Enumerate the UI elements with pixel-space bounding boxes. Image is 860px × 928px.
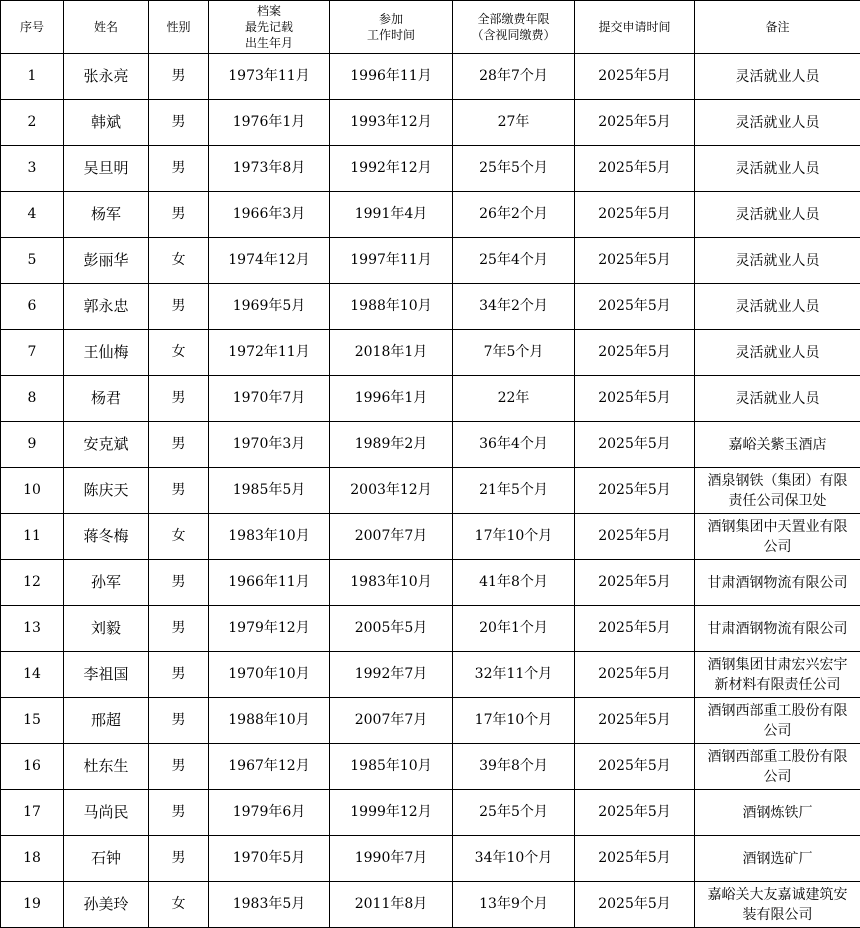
cell-seq: 13 [1, 606, 64, 652]
cell-submit: 2025年5月 [575, 790, 695, 836]
cell-remark [695, 54, 860, 100]
cell-submit: 2025年5月 [575, 468, 695, 514]
cell-gender: 男 [149, 192, 209, 238]
cell-submit: 2025年5月 [575, 698, 695, 744]
table-row [1, 560, 860, 606]
table-row [1, 192, 860, 238]
cell-submit: 2025年5月 [575, 560, 695, 606]
header-remark: 备注 [695, 1, 860, 54]
table-row [1, 146, 860, 192]
cell-work-start: 1985年10月 [330, 744, 453, 790]
table-row [1, 698, 860, 744]
cell-birth: 1976年1月 [209, 100, 330, 146]
table-row [1, 836, 860, 882]
cell-seq: 9 [1, 422, 64, 468]
cell-remark-line: 装有限公司 [742, 906, 813, 923]
cell-years: 7年5个月 [453, 330, 575, 376]
table-row [1, 284, 860, 330]
cell-years: 13年9个月 [453, 882, 575, 928]
cell-years: 25年4个月 [453, 238, 575, 284]
cell-name: 孙军 [64, 560, 149, 606]
cell-gender: 男 [149, 54, 209, 100]
cell-remark [695, 330, 860, 376]
cell-work-start: 2007年7月 [330, 698, 453, 744]
cell-gender: 男 [149, 790, 209, 836]
cell-birth: 1974年12月 [209, 238, 330, 284]
header-name: 姓名 [64, 1, 149, 54]
cell-remark [695, 560, 860, 606]
cell-work-start: 2005年5月 [330, 606, 453, 652]
header-birth-line: 出生年月 [244, 36, 293, 50]
cell-seq: 18 [1, 836, 64, 882]
table-row [1, 514, 860, 560]
cell-years: 25年5个月 [453, 790, 575, 836]
cell-remark-line: 酒钢集团中天置业有限 [707, 518, 848, 535]
table-header [1, 1, 860, 54]
cell-name: 马尚民 [64, 790, 149, 836]
cell-remark [695, 192, 860, 238]
cell-gender: 男 [149, 376, 209, 422]
cell-remark-line: 灵活就业人员 [735, 390, 820, 407]
cell-remark-line: 灵活就业人员 [735, 252, 820, 269]
table-body [1, 54, 860, 928]
cell-remark-line: 灵活就业人员 [735, 344, 820, 361]
cell-remark-line: 公司 [763, 722, 792, 739]
cell-gender: 男 [149, 652, 209, 698]
cell-seq: 14 [1, 652, 64, 698]
cell-submit: 2025年5月 [575, 330, 695, 376]
cell-gender: 女 [149, 330, 209, 376]
cell-seq: 17 [1, 790, 64, 836]
cell-submit: 2025年5月 [575, 606, 695, 652]
cell-gender: 男 [149, 744, 209, 790]
cell-seq: 11 [1, 514, 64, 560]
header-years-line: （含视同缴费） [471, 28, 556, 42]
cell-seq: 10 [1, 468, 64, 514]
cell-birth: 1970年7月 [209, 376, 330, 422]
cell-work-start: 2018年1月 [330, 330, 453, 376]
cell-submit: 2025年5月 [575, 146, 695, 192]
cell-gender: 男 [149, 606, 209, 652]
cell-submit: 2025年5月 [575, 882, 695, 928]
cell-years: 20年1个月 [453, 606, 575, 652]
cell-years: 26年2个月 [453, 192, 575, 238]
cell-remark [695, 698, 860, 744]
cell-years: 17年10个月 [453, 698, 575, 744]
cell-work-start: 2007年7月 [330, 514, 453, 560]
cell-remark-line: 酒钢西部重工股份有限 [707, 748, 848, 765]
cell-remark-line: 灵活就业人员 [735, 206, 820, 223]
cell-years: 17年10个月 [453, 514, 575, 560]
cell-birth: 1970年3月 [209, 422, 330, 468]
table-row [1, 54, 860, 100]
cell-remark [695, 790, 860, 836]
cell-submit: 2025年5月 [575, 376, 695, 422]
table-row [1, 100, 860, 146]
cell-work-start: 1997年11月 [330, 238, 453, 284]
cell-remark [695, 422, 860, 468]
cell-birth: 1967年12月 [209, 744, 330, 790]
cell-remark [695, 514, 860, 560]
cell-remark [695, 606, 860, 652]
cell-seq: 5 [1, 238, 64, 284]
cell-name: 杜东生 [64, 744, 149, 790]
cell-years: 32年11个月 [453, 652, 575, 698]
cell-remark-line: 灵活就业人员 [735, 160, 820, 177]
cell-gender: 男 [149, 836, 209, 882]
cell-years: 41年8个月 [453, 560, 575, 606]
cell-submit: 2025年5月 [575, 54, 695, 100]
table-row [1, 422, 860, 468]
cell-birth: 1983年10月 [209, 514, 330, 560]
cell-work-start: 1983年10月 [330, 560, 453, 606]
cell-submit: 2025年5月 [575, 238, 695, 284]
cell-gender: 男 [149, 698, 209, 744]
cell-seq: 6 [1, 284, 64, 330]
cell-seq: 7 [1, 330, 64, 376]
cell-remark-line: 公司 [763, 768, 792, 785]
cell-remark-line: 酒钢选矿厂 [742, 850, 813, 867]
cell-seq: 12 [1, 560, 64, 606]
cell-remark-line: 甘肃酒钢物流有限公司 [707, 620, 848, 637]
table-row [1, 652, 860, 698]
cell-seq: 2 [1, 100, 64, 146]
cell-remark [695, 238, 860, 284]
header-submit: 提交申请时间 [575, 1, 695, 54]
cell-work-start: 1992年12月 [330, 146, 453, 192]
cell-name: 陈庆天 [64, 468, 149, 514]
cell-name: 杨君 [64, 376, 149, 422]
cell-remark-line: 酒泉钢铁（集团）有限 [707, 472, 848, 489]
cell-name: 李祖国 [64, 652, 149, 698]
cell-remark-line: 公司 [763, 538, 792, 555]
cell-remark [695, 882, 860, 928]
cell-work-start: 1992年7月 [330, 652, 453, 698]
cell-years: 39年8个月 [453, 744, 575, 790]
cell-name: 张永亮 [64, 54, 149, 100]
cell-name: 孙美玲 [64, 882, 149, 928]
cell-submit: 2025年5月 [575, 100, 695, 146]
cell-birth: 1973年11月 [209, 54, 330, 100]
cell-years: 28年7个月 [453, 54, 575, 100]
cell-name: 刘毅 [64, 606, 149, 652]
cell-work-start: 1999年12月 [330, 790, 453, 836]
cell-seq: 4 [1, 192, 64, 238]
header-birth-line: 档案 [256, 4, 281, 18]
cell-name: 韩斌 [64, 100, 149, 146]
cell-remark [695, 376, 860, 422]
cell-gender: 男 [149, 284, 209, 330]
cell-birth: 1969年5月 [209, 284, 330, 330]
table-row [1, 790, 860, 836]
cell-years: 34年10个月 [453, 836, 575, 882]
cell-submit: 2025年5月 [575, 652, 695, 698]
cell-remark [695, 744, 860, 790]
cell-remark-line: 酒钢集团甘肃宏兴宏宇 [707, 656, 848, 673]
header-seq: 序号 [1, 1, 64, 54]
cell-remark-line: 嘉峪关紫玉酒店 [728, 436, 827, 453]
cell-name: 蒋冬梅 [64, 514, 149, 560]
cell-seq: 19 [1, 882, 64, 928]
cell-gender: 男 [149, 100, 209, 146]
cell-birth: 1985年5月 [209, 468, 330, 514]
cell-work-start: 1996年11月 [330, 54, 453, 100]
cell-gender: 男 [149, 146, 209, 192]
cell-gender: 男 [149, 422, 209, 468]
cell-years: 36年4个月 [453, 422, 575, 468]
cell-submit: 2025年5月 [575, 836, 695, 882]
cell-name: 杨军 [64, 192, 149, 238]
cell-work-start: 2003年12月 [330, 468, 453, 514]
cell-birth: 1966年11月 [209, 560, 330, 606]
cell-work-start: 1990年7月 [330, 836, 453, 882]
cell-submit: 2025年5月 [575, 422, 695, 468]
cell-remark-line: 新材料有限责任公司 [714, 676, 841, 693]
cell-name: 王仙梅 [64, 330, 149, 376]
cell-submit: 2025年5月 [575, 192, 695, 238]
cell-work-start: 1989年2月 [330, 422, 453, 468]
cell-work-start: 1993年12月 [330, 100, 453, 146]
cell-years: 22年 [453, 376, 575, 422]
cell-gender: 女 [149, 882, 209, 928]
cell-remark [695, 652, 860, 698]
cell-birth: 1983年5月 [209, 882, 330, 928]
cell-remark [695, 284, 860, 330]
cell-seq: 15 [1, 698, 64, 744]
cell-remark-line: 酒钢西部重工股份有限 [707, 702, 848, 719]
cell-remark [695, 836, 860, 882]
cell-birth: 1979年12月 [209, 606, 330, 652]
cell-birth: 1979年6月 [209, 790, 330, 836]
cell-remark-line: 甘肃酒钢物流有限公司 [707, 574, 848, 591]
cell-work-start: 1988年10月 [330, 284, 453, 330]
cell-gender: 女 [149, 514, 209, 560]
cell-gender: 女 [149, 238, 209, 284]
header-work-start-line: 参加 [378, 12, 403, 26]
cell-submit: 2025年5月 [575, 284, 695, 330]
header-years [453, 1, 575, 54]
table-row [1, 376, 860, 422]
header-work-start [330, 1, 453, 54]
cell-years: 25年5个月 [453, 146, 575, 192]
cell-remark-line: 责任公司保卫处 [728, 492, 827, 509]
table-row [1, 238, 860, 284]
cell-remark-line: 灵活就业人员 [735, 68, 820, 85]
cell-submit: 2025年5月 [575, 514, 695, 560]
table-row [1, 744, 860, 790]
cell-birth: 1972年11月 [209, 330, 330, 376]
header-years-line: 全部缴费年限 [477, 12, 550, 26]
header-work-start-line: 工作时间 [366, 28, 415, 42]
cell-years: 21年5个月 [453, 468, 575, 514]
cell-birth: 1988年10月 [209, 698, 330, 744]
cell-remark [695, 100, 860, 146]
header-birth [209, 1, 330, 54]
cell-remark [695, 146, 860, 192]
cell-remark-line: 灵活就业人员 [735, 298, 820, 315]
cell-remark-line: 嘉峪关大友嘉诚建筑安 [707, 886, 848, 903]
cell-remark-line: 酒钢炼铁厂 [742, 804, 813, 821]
cell-gender: 男 [149, 468, 209, 514]
table-row [1, 882, 860, 928]
cell-years: 34年2个月 [453, 284, 575, 330]
cell-gender: 男 [149, 560, 209, 606]
cell-remark-line: 灵活就业人员 [735, 114, 820, 131]
cell-name: 邢超 [64, 698, 149, 744]
cell-work-start: 2011年8月 [330, 882, 453, 928]
cell-seq: 16 [1, 744, 64, 790]
cell-remark [695, 468, 860, 514]
cell-name: 郭永忠 [64, 284, 149, 330]
cell-name: 彭丽华 [64, 238, 149, 284]
cell-name: 安克斌 [64, 422, 149, 468]
cell-birth: 1970年10月 [209, 652, 330, 698]
cell-birth: 1973年8月 [209, 146, 330, 192]
cell-seq: 1 [1, 54, 64, 100]
cell-name: 石钟 [64, 836, 149, 882]
cell-work-start: 1991年4月 [330, 192, 453, 238]
cell-submit: 2025年5月 [575, 744, 695, 790]
cell-birth: 1966年3月 [209, 192, 330, 238]
table-row [1, 468, 860, 514]
header-birth-line: 最先记载 [244, 20, 293, 34]
cell-years: 27年 [453, 100, 575, 146]
cell-name: 吴旦明 [64, 146, 149, 192]
cell-seq: 3 [1, 146, 64, 192]
header-gender: 性别 [149, 1, 209, 54]
table-row [1, 330, 860, 376]
table-row [1, 606, 860, 652]
cell-work-start: 1996年1月 [330, 376, 453, 422]
cell-seq: 8 [1, 376, 64, 422]
cell-birth: 1970年5月 [209, 836, 330, 882]
